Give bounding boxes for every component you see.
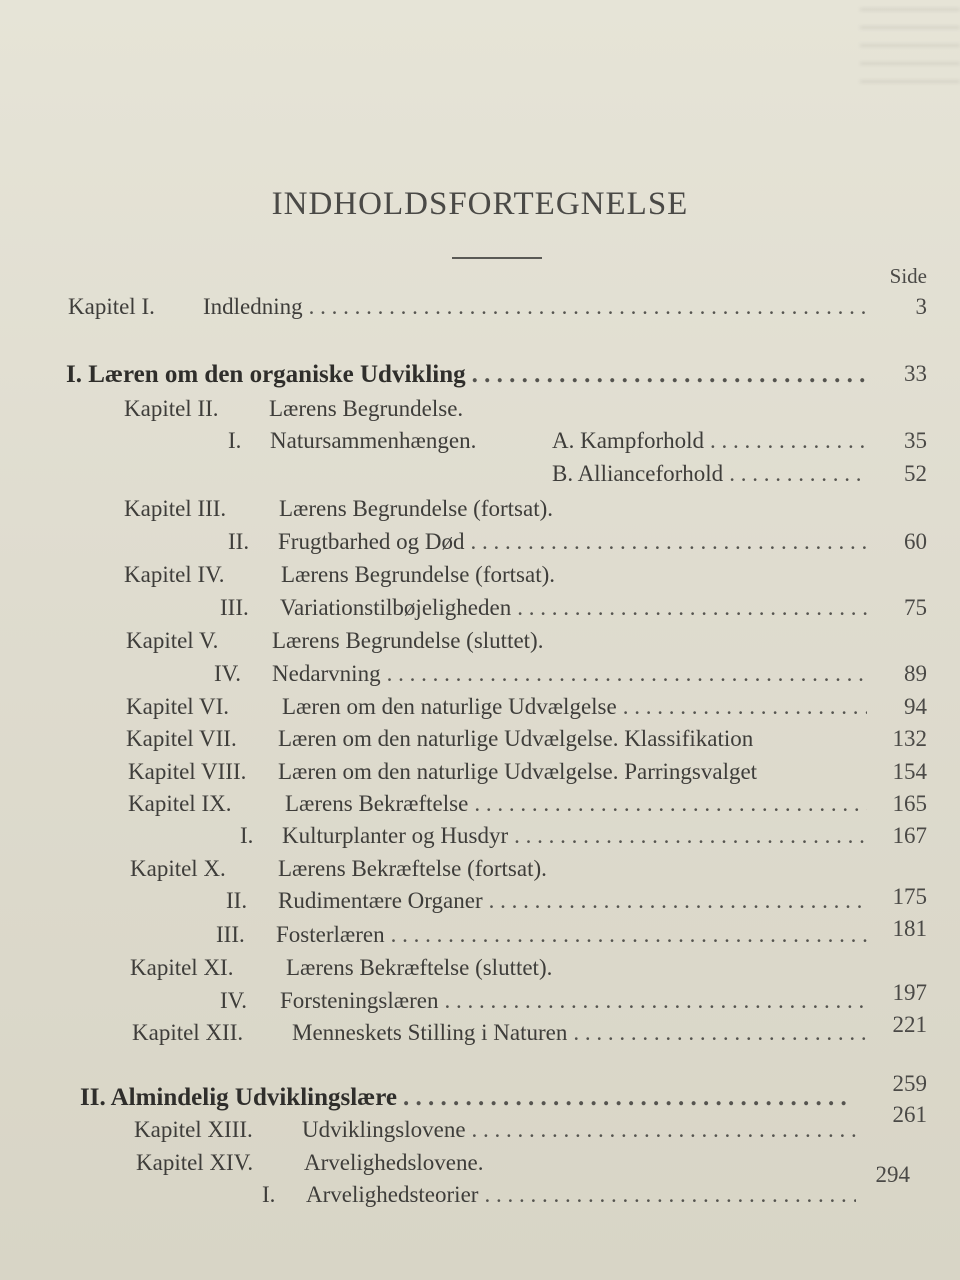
toc-prefix: Kapitel XI. (130, 955, 234, 980)
toc-entry (132, 1020, 873, 1050)
toc-entry (134, 1117, 862, 1147)
toc-prefix: Kapitel II. (124, 396, 219, 421)
toc-prefix: I. (228, 428, 242, 453)
leader-dots (309, 294, 867, 320)
toc-prefix: Kapitel IV. (124, 562, 225, 587)
toc-text: Forsteningslæren (280, 988, 439, 1013)
toc-entry (128, 759, 873, 789)
leader-dots (472, 361, 865, 389)
side-column-label: Side (889, 264, 927, 288)
toc-text: Natursammenhængen. (270, 428, 477, 453)
toc-text: Læren om den naturlige Udvælgelse (282, 694, 617, 719)
toc-page-number: 35 (904, 428, 927, 453)
leader-dots (471, 529, 867, 555)
toc-entry (228, 529, 873, 559)
toc-entry (130, 955, 873, 985)
toc-text: Lærens Begrundelse. (269, 396, 464, 421)
toc-entry (124, 496, 874, 526)
toc-text: II. Almindelig Udviklingslære (80, 1084, 397, 1111)
leader-dots (729, 461, 866, 487)
leader-dots (517, 595, 867, 621)
toc-entry (124, 396, 874, 426)
toc-prefix: I. (240, 823, 254, 848)
leader-dots (391, 922, 867, 948)
toc-prefix: Kapitel VIII. (128, 759, 247, 784)
toc-page-number: 154 (892, 759, 927, 784)
leader-dots (484, 1182, 856, 1208)
toc-text: B. Allianceforhold (552, 461, 724, 486)
toc-prefix: IV. (220, 988, 248, 1013)
toc-page-number: 94 (904, 694, 927, 719)
toc-entry (130, 856, 873, 886)
toc-page-number: 167 (892, 823, 927, 848)
toc-page-number: 261 (892, 1102, 927, 1127)
toc-page-number: 132 (892, 726, 927, 751)
toc-entry (214, 661, 873, 691)
toc-text: Lærens Begrundelse (fortsat). (281, 562, 556, 587)
toc-entry (216, 922, 873, 952)
toc-page-number: 175 (892, 884, 927, 909)
toc-prefix: Kapitel X. (130, 856, 226, 881)
toc-text: Læren om den naturlige Udvælgelse. Klassifikation (278, 726, 754, 751)
toc-text: Arvelighedslovene. (304, 1150, 484, 1175)
toc-prefix: Kapitel IX. (128, 791, 232, 816)
leader-dots (387, 661, 867, 687)
toc-text: Indledning (203, 294, 303, 319)
toc-prefix: Kapitel XIV. (136, 1150, 254, 1175)
toc-entry (124, 562, 874, 592)
toc-text: Kulturplanter og Husdyr (282, 823, 509, 848)
toc-entry (126, 726, 871, 756)
toc-text: Lærens Bekræftelse (sluttet). (286, 955, 553, 980)
toc-text: Udviklingslovene (302, 1117, 466, 1142)
toc-prefix: Kapitel VII. (126, 726, 237, 751)
page-title: INDHOLDSFORTEGNELSE (271, 186, 689, 222)
toc-subtext: A. Kampforhold (552, 428, 705, 453)
toc-text: Lærens Begrundelse (sluttet). (272, 628, 544, 653)
toc-prefix: II. (228, 529, 250, 554)
toc-prefix: Kapitel I. (68, 294, 155, 319)
toc-page-number: 294 (875, 1162, 910, 1187)
toc-prefix: Kapitel V. (126, 628, 219, 653)
leader-dots (489, 888, 867, 914)
toc-entry (228, 428, 873, 458)
toc-text: Læren om den naturlige Udvælgelse. Parringsvalget (278, 759, 758, 784)
leader-dots (444, 988, 867, 1014)
toc-text: Lærens Begrundelse (fortsat). (279, 496, 554, 521)
toc-page-number: 181 (892, 916, 927, 941)
leader-dots (623, 694, 867, 720)
leader-dots (710, 428, 867, 454)
toc-entry (262, 1182, 862, 1212)
toc-text: Nedarvning (272, 661, 381, 686)
toc-page-number: 3 (915, 294, 927, 319)
toc-prefix: Kapitel XII. (132, 1020, 244, 1045)
toc-page-number: 52 (904, 461, 927, 486)
toc-entry (126, 628, 874, 658)
toc-part-heading (80, 1084, 860, 1114)
toc-page-number: 221 (892, 1012, 927, 1037)
toc-page-number: 165 (892, 791, 927, 816)
toc-part-heading (66, 361, 871, 391)
bleed-through-text (860, 8, 960, 88)
leader-dots (573, 1020, 867, 1046)
toc-page-number: 259 (892, 1071, 927, 1096)
toc-page-number: 75 (904, 595, 927, 620)
toc-text: Variationstilbøjeligheden (280, 595, 512, 620)
leader-dots (474, 791, 867, 817)
toc-page-number: 33 (904, 361, 927, 386)
toc-prefix: I. (262, 1182, 276, 1207)
toc-entry (68, 294, 873, 324)
toc-text: Lærens Bekræftelse (285, 791, 469, 816)
toc-entry (240, 823, 873, 853)
toc-text: Menneskets Stilling i Naturen (292, 1020, 568, 1045)
toc-entry (126, 694, 873, 724)
toc-entry (128, 791, 873, 821)
toc-entry (220, 988, 873, 1018)
toc-page-number: 60 (904, 529, 927, 554)
toc-text: Rudimentære Organer (278, 888, 483, 913)
toc-text: Fosterlæren (276, 922, 385, 947)
toc-entry (220, 595, 873, 625)
leader-dots (514, 823, 867, 849)
title-rule (452, 257, 542, 259)
toc-page-number: 197 (892, 980, 927, 1005)
toc-text: Arvelighedsteorier (306, 1182, 479, 1207)
toc-page-number: 89 (904, 661, 927, 686)
toc-text: I. Læren om den organiske Udvikling (66, 361, 466, 388)
toc-entry (226, 888, 873, 918)
toc-text: Frugtbarhed og Død (278, 529, 465, 554)
toc-prefix: Kapitel XIII. (134, 1117, 253, 1142)
leader-dots (403, 1084, 854, 1112)
toc-prefix: Kapitel III. (124, 496, 227, 521)
toc-prefix: Kapitel VI. (126, 694, 230, 719)
toc-prefix: III. (216, 922, 245, 947)
toc-entry (136, 1150, 862, 1180)
toc-prefix: III. (220, 595, 249, 620)
leader-dots (472, 1117, 856, 1143)
toc-prefix: IV. (214, 661, 242, 686)
toc-entry (552, 461, 872, 491)
toc-prefix: II. (226, 888, 248, 913)
toc-text: Lærens Bekræftelse (fortsat). (278, 856, 547, 881)
